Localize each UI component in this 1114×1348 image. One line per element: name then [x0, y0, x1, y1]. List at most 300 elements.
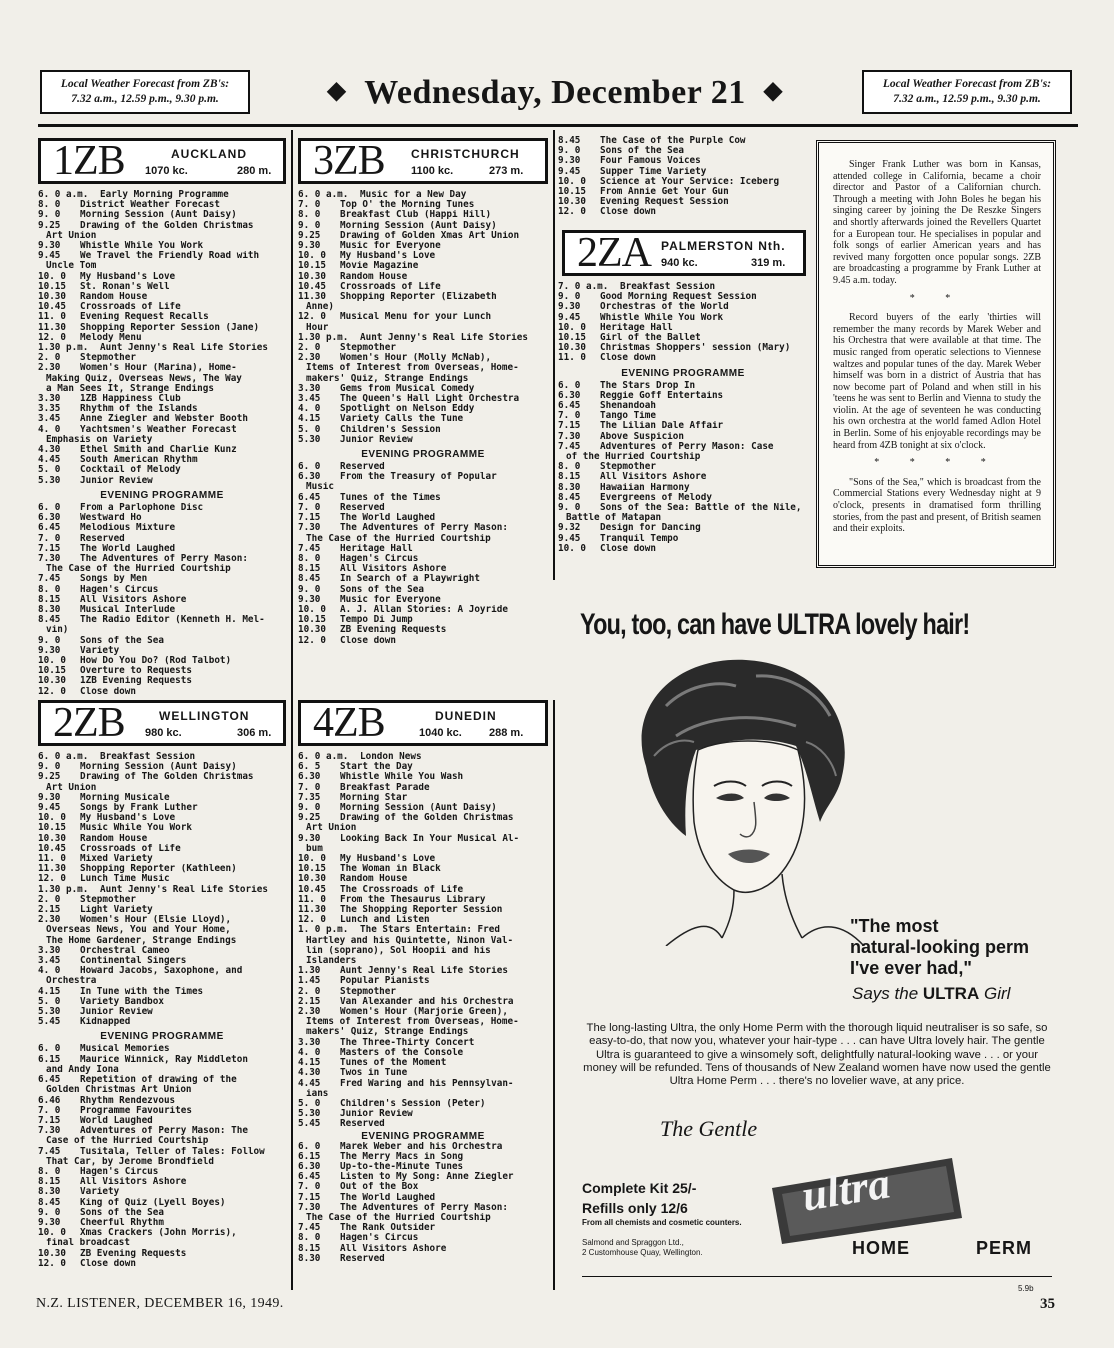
programme-time: 8.15	[298, 564, 321, 575]
programme-time: 10.30	[298, 625, 326, 636]
programme-row	[38, 554, 286, 564]
programme-time: 7. 0	[298, 502, 321, 513]
programme-title: makers' Quiz, Strange Endings	[306, 373, 469, 384]
programme-title: King of Quiz (Lyell Boyes)	[80, 1197, 226, 1208]
programme-time: 1. 0 p.m.	[298, 925, 349, 936]
programme-row	[38, 241, 286, 251]
programme-time: 7. 0	[298, 200, 321, 211]
programme-row	[298, 864, 548, 874]
programme-row	[38, 1198, 286, 1208]
programme-title: Morning Musicale	[80, 792, 170, 803]
date-text: Wednesday, December 21	[364, 74, 746, 111]
station-3zb	[298, 138, 548, 646]
programme-row	[38, 864, 286, 874]
programme-time: 10.15	[558, 333, 586, 344]
programme-time: 6.45	[38, 523, 61, 534]
programme-row	[298, 976, 548, 986]
programme-row	[298, 251, 548, 261]
programme-row	[558, 197, 808, 207]
programme-time: 10.30	[558, 343, 586, 354]
programme-title: Random House	[80, 292, 148, 303]
programme-row	[558, 544, 808, 554]
programme-time	[298, 534, 306, 544]
programme-row	[38, 783, 286, 793]
programme-time: 10. 0	[558, 176, 586, 187]
programme-title: Random House	[340, 271, 408, 282]
programme-row	[298, 1058, 548, 1068]
programme-title: Variety Calls the Tune	[340, 414, 464, 425]
programme-title: Music While You Work	[80, 823, 192, 834]
programme-time: 10.30	[558, 197, 586, 208]
programme-time: 6. 0 a.m.	[298, 752, 349, 762]
programme-row	[298, 384, 548, 394]
programme-time: 12. 0	[38, 686, 66, 697]
programme-row	[298, 844, 548, 854]
ultra-logo-text: ultra	[798, 1158, 894, 1221]
programme-title: Shopping Reporter (Kathleen)	[80, 864, 237, 875]
programme-title: Random House	[80, 833, 148, 844]
programme-title: Anne Ziegler and Webster Booth	[80, 414, 248, 425]
programme-row	[298, 1233, 548, 1243]
programme-time: 6.45	[558, 401, 581, 412]
programme-row	[38, 905, 286, 915]
programme-row	[38, 605, 286, 615]
programme-title: Tunes of the Times	[340, 492, 441, 503]
programme-title: Fred Waring and his Pennsylvan-	[340, 1078, 514, 1089]
programme-title: Gems from Musical Comedy	[340, 383, 475, 394]
programme-row	[38, 1085, 286, 1095]
programme-time: 8. 0	[558, 462, 581, 473]
programme-time: 10. 0	[558, 322, 586, 333]
note-frank-luther: Singer Frank Luther was born in Kansas, attended college in California, became a choir director and Pastor of a Californian church. Through a meeting with John Boles he began his singing career by joining the De Reszke Singers and shortly afterwards joined the Revellers Quartet for a European tour. He specialises in popular and folk songs of earlier American years and has revived many forgotten once popular songs. 2ZB are broadcasting a programme by Frank Luther at 9.45 a.m. today.	[833, 159, 1041, 286]
programme-time: 12. 0	[298, 635, 326, 646]
ad-quote-line: "The most	[850, 916, 939, 936]
note-separator: * * * *	[874, 457, 1000, 469]
programme-time: 7.15	[298, 513, 321, 524]
programme-title: Light Variety	[80, 905, 153, 916]
programme-title: Breakfast Parade	[340, 782, 430, 793]
programme-title: Music for Everyone	[340, 241, 441, 252]
programme-row	[298, 493, 548, 503]
programme-title: In Search of a Playwright	[340, 574, 480, 585]
programme-title: Shenandoah	[600, 401, 656, 412]
programme-row	[38, 272, 286, 282]
programme-row	[298, 936, 548, 946]
programme-title: Close down	[600, 353, 656, 364]
programme-row	[38, 210, 286, 220]
programme-title: Hagen's Circus	[80, 1166, 159, 1177]
programme-title: Variety	[80, 645, 120, 656]
weather-label: Local Weather Forecast from ZB's:	[882, 78, 1052, 90]
ad-stockists: From all chemists and cosmetic counters.	[582, 1218, 742, 1227]
programme-title: Hawaiian Harmony	[600, 482, 690, 493]
programme-time: 8.45	[298, 574, 321, 585]
programme-row	[298, 353, 548, 363]
programme-row	[38, 1228, 286, 1238]
programme-title: The Queen's Hall Light Orchestra	[340, 394, 520, 405]
programme-row	[38, 1167, 286, 1177]
programme-time: 4.15	[38, 986, 61, 997]
programme-title: Whistle While You Work	[80, 241, 204, 252]
programme-title: Looking Back In Your Musical Al-	[340, 833, 520, 844]
programme-time: 5. 0	[298, 424, 321, 435]
programme-row	[558, 333, 808, 343]
programme-title: Evening Request Recalls	[80, 312, 209, 323]
programme-time	[298, 844, 306, 854]
programme-row	[38, 353, 286, 363]
programme-title: Women's Hour (Molly McNab),	[340, 353, 492, 364]
programme-title: From the Thesaurus Library	[340, 894, 486, 905]
programme-row	[38, 1007, 286, 1017]
ad-quote-line: I've ever had,"	[850, 958, 972, 978]
programme-title: Melodious Mixture	[80, 523, 176, 534]
programme-row	[38, 445, 286, 455]
programme-title: Up-to-the-Minute Tunes	[340, 1161, 464, 1172]
programme-row	[38, 1157, 286, 1167]
programme-row	[298, 905, 548, 915]
programme-time	[38, 231, 46, 241]
programme-title: Heritage Hall	[600, 322, 673, 333]
programme-time: 10. 0	[298, 251, 326, 262]
column-divider	[553, 130, 555, 580]
programme-time: 8. 0	[298, 553, 321, 564]
programme-time: 1.30 p.m.	[38, 343, 89, 354]
programme-time: 10. 0	[38, 655, 66, 666]
programme-title: Orchestras of the World	[600, 302, 729, 313]
programme-row	[298, 312, 548, 322]
programme-title: Melody Menu	[80, 332, 142, 343]
programme-title: South American Rhythm	[80, 455, 198, 466]
programme-time: 10.30	[298, 271, 326, 282]
programme-title: Children's Session (Peter)	[340, 1098, 486, 1109]
programme-time: 6.30	[298, 1161, 321, 1172]
programme-row	[298, 374, 548, 384]
programme-row	[298, 615, 548, 625]
programme-title: All Visitors Ashore	[600, 472, 707, 483]
programme-title: All Visitors Ashore	[340, 1243, 447, 1254]
programme-row	[558, 313, 808, 323]
programme-title: vin)	[46, 625, 69, 636]
programme-time: 2.30	[298, 1007, 321, 1018]
programme-time: 9.45	[558, 533, 581, 544]
programme-time: 12. 0	[298, 915, 326, 926]
programme-row	[298, 956, 548, 966]
programme-row	[298, 1068, 548, 1078]
programme-row	[298, 1162, 548, 1172]
programme-row	[298, 404, 548, 414]
ad-body-copy: The long-lasting Ultra, the only Home Perm with the thorough liquid neutraliser is so safe, so easy-to-do, that now you, whatever your hair-type . . . can have Ultra lovely hair. The gentle Ultra is guaranteed to give a winsomely soft, delightfully natural-looking wave . . . or your money will be refunded. Tens of thousands of New Zealand women have now used the gentle Ultra Home Perm . . . there's no lovelier wave, at any price.	[583, 1022, 1051, 1088]
evening-programme-list	[558, 381, 808, 554]
programme-title: Sons of the Sea	[80, 1207, 164, 1218]
programme-time: 9.25	[298, 813, 321, 824]
programme-time: 7.45	[38, 1146, 61, 1157]
programme-time: 8.30	[558, 482, 581, 493]
programme-title: All Visitors Ashore	[340, 564, 447, 575]
station-notes-box	[816, 140, 1056, 568]
programme-title: Golden Christmas Art Union	[46, 1085, 192, 1096]
programme-time: 3.30	[38, 394, 61, 405]
evening-heading: EVENING PROGRAMME	[361, 449, 485, 461]
programme-time: 8.45	[558, 136, 581, 146]
programme-time	[298, 1213, 306, 1223]
programme-time: 6. 0	[38, 1044, 61, 1055]
programme-title: Evening Request Session	[600, 197, 729, 208]
programme-time: 12. 0	[558, 207, 586, 218]
programme-row	[298, 625, 548, 635]
programme-title: Top O' the Morning Tunes	[340, 200, 475, 211]
programme-time: 10.15	[298, 615, 326, 626]
programme-time	[298, 946, 306, 956]
programme-title: Women's Hour (Elsie Lloyd),	[80, 915, 232, 926]
programme-time: 5.45	[298, 1119, 321, 1130]
station-frequency: 1100 kc.	[411, 165, 454, 177]
programme-row	[38, 854, 286, 864]
programme-title: Aunt Jenny's Real Life Stories	[340, 966, 508, 977]
station-call-sign: 1ZB	[53, 138, 125, 184]
programme-row	[38, 384, 286, 394]
programme-time: 11.30	[38, 322, 66, 333]
programme-time	[38, 1157, 46, 1167]
programme-title: Morning Session (Aunt Daisy)	[80, 210, 237, 221]
programme-row	[298, 813, 548, 823]
programme-row	[38, 503, 286, 513]
programme-row	[558, 462, 808, 472]
evening-programme-list	[38, 1044, 286, 1268]
programme-time: 2. 0	[38, 894, 61, 905]
programme-time: 9.32	[558, 523, 581, 534]
programme-row	[298, 1017, 548, 1027]
programme-time: 3.30	[38, 945, 61, 956]
programme-time: 10.15	[38, 666, 66, 677]
programme-time: 4. 0	[298, 404, 321, 415]
programme-time: 9. 0	[38, 762, 61, 773]
programme-title: Hagen's Circus	[80, 584, 159, 595]
evening-programme-list	[38, 503, 286, 697]
programme-title: Evergreens of Melody	[600, 492, 712, 503]
programme-time	[38, 1065, 46, 1075]
programme-time: 9.30	[558, 302, 581, 313]
station-call-sign: 2ZB	[53, 700, 125, 746]
programme-title: lin (soprano), Sol Hoopii and his	[306, 945, 491, 956]
programme-time: 1.30 p.m.	[298, 332, 349, 343]
programme-row	[38, 1259, 286, 1269]
programme-title: The Home Gardener, Strange Endings	[46, 935, 237, 946]
programme-row	[558, 146, 808, 156]
programme-row	[38, 312, 286, 322]
programme-time: 6. 0	[298, 1141, 321, 1152]
evening-heading: EVENING PROGRAMME	[100, 489, 224, 501]
programme-title: Masters of the Console	[340, 1047, 464, 1058]
programme-row	[38, 636, 286, 646]
programme-time: 8.15	[38, 1177, 61, 1188]
programme-row	[38, 793, 286, 803]
programme-row	[38, 1044, 286, 1054]
programme-time: 6.45	[298, 492, 321, 503]
evening-heading: EVENING PROGRAMME	[100, 1031, 224, 1043]
programme-title: Hagen's Circus	[340, 1233, 419, 1244]
programme-title: Drawing of the Golden Christmas	[340, 813, 514, 824]
programme-title: Sons of the Sea	[80, 635, 164, 646]
programme-row	[38, 844, 286, 854]
programme-title: makers' Quiz, Strange Endings	[306, 1027, 469, 1038]
programme-time: 2.30	[38, 915, 61, 926]
column-divider	[291, 130, 293, 1290]
ad-says-label: Says the	[852, 984, 919, 1003]
programme-row	[298, 1152, 548, 1162]
programme-time: 10. 0	[38, 1228, 66, 1239]
programme-title: Xmas Crackers (John Morris),	[80, 1228, 237, 1239]
programme-title: Cheerful Rhythm	[80, 1217, 164, 1228]
programme-title: Shopping Reporter Session (Jane)	[80, 322, 260, 333]
programme-title: The Radio Editor (Kenneth H. Mel-	[80, 615, 265, 626]
programme-time	[38, 564, 46, 574]
programme-time: 11. 0	[558, 353, 586, 364]
programme-title: Tempo Di Jump	[340, 615, 413, 626]
programme-title: Four Famous Voices	[600, 156, 701, 167]
programme-title: Whistle While You Work	[600, 312, 724, 323]
programme-title: Musical Menu for your Lunch	[340, 312, 492, 323]
programme-time: 5.30	[38, 475, 61, 486]
programme-list	[38, 190, 286, 486]
programme-title: The World Laughed	[340, 513, 436, 524]
programme-time: 9.30	[38, 645, 61, 656]
programme-row	[38, 976, 286, 986]
programme-time: 8.45	[38, 1197, 61, 1208]
programme-time	[38, 435, 46, 445]
programme-title: Items of Interest from Overseas, Home-	[306, 1017, 519, 1028]
programme-row	[558, 177, 808, 187]
station-wavelength: 273 m.	[489, 165, 524, 177]
programme-time: 8.45	[38, 615, 61, 626]
programme-time: 6. 0 a.m.	[38, 752, 89, 762]
programme-row	[298, 895, 548, 905]
programme-row	[38, 615, 286, 625]
programme-row	[298, 793, 548, 803]
programme-row	[558, 421, 808, 431]
programme-time	[38, 936, 46, 946]
programme-row	[298, 605, 548, 615]
programme-row	[298, 874, 548, 884]
programme-row	[298, 1038, 548, 1048]
programme-row	[298, 803, 548, 813]
station-header	[298, 138, 548, 184]
programme-title: Music for a New Day	[360, 190, 467, 200]
programme-time: 1.45	[298, 976, 321, 987]
programme-time: 7.15	[558, 421, 581, 432]
programme-title: Morning Star	[340, 792, 408, 803]
programme-row	[298, 1142, 548, 1152]
programme-row	[298, 210, 548, 220]
programme-row	[38, 1177, 286, 1187]
programme-title: Supper Time Variety	[600, 166, 707, 177]
programme-time	[298, 302, 306, 312]
programme-title: Reserved	[340, 1119, 385, 1130]
station-4zb-continued	[558, 136, 808, 218]
programme-row	[298, 966, 548, 976]
programme-row	[38, 1055, 286, 1065]
programme-list	[38, 752, 286, 1027]
programme-row	[38, 251, 286, 261]
programme-time: 8.15	[38, 594, 61, 605]
programme-time	[298, 1027, 306, 1037]
programme-time	[298, 1017, 306, 1027]
programme-row	[38, 544, 286, 554]
programme-time: 8.30	[298, 1253, 321, 1264]
programme-row	[38, 564, 286, 574]
programme-row	[298, 1099, 548, 1109]
programme-row	[298, 1193, 548, 1203]
programme-title: Christmas Shoppers' session (Mary)	[600, 343, 791, 354]
programme-row	[38, 885, 286, 895]
programme-title: Breakfast Session	[100, 752, 196, 762]
programme-row	[298, 1007, 548, 1017]
programme-row	[38, 936, 286, 946]
programme-row	[298, 1079, 548, 1089]
programme-title: A. J. Allan Stories: A Joyride	[340, 604, 508, 615]
programme-time: 6.45	[38, 1075, 61, 1086]
programme-title: Stepmother	[340, 343, 396, 354]
ultra-perm-advertisement	[566, 586, 1066, 1308]
programme-time: 6. 0	[558, 380, 581, 391]
programme-time	[38, 1238, 46, 1248]
programme-time	[298, 956, 306, 966]
programme-title: Music	[306, 482, 334, 493]
programme-time: 5. 0	[38, 465, 61, 476]
programme-title: London News	[360, 752, 422, 762]
programme-time: 3.45	[38, 956, 61, 967]
programme-row	[298, 363, 548, 373]
programme-row	[298, 221, 548, 231]
programme-time: 8. 0	[38, 200, 61, 211]
programme-title: The Adventures of Perry Mason:	[80, 553, 248, 564]
programme-time: 10.30	[38, 1248, 66, 1259]
programme-row	[38, 1208, 286, 1218]
programme-time: 11. 0	[298, 894, 326, 905]
ad-attribution	[852, 984, 1010, 1004]
programme-row	[38, 772, 286, 782]
programme-title: Art Union	[306, 823, 357, 834]
programme-time	[298, 936, 306, 946]
station-header	[298, 700, 548, 746]
programme-title: Junior Review	[340, 434, 413, 445]
programme-row	[298, 595, 548, 605]
evening-programme-list	[298, 462, 548, 646]
programme-row	[298, 925, 548, 935]
programme-title: Hartley and his Quintette, Ninon Val-	[306, 935, 514, 946]
programme-time: 11.30	[298, 292, 326, 303]
programme-time: 10.15	[298, 261, 326, 272]
programme-title: Crossroads of Life	[80, 843, 181, 854]
programme-time: 9.45	[558, 312, 581, 323]
programme-row	[298, 190, 548, 200]
station-city: DUNEDIN	[435, 709, 497, 723]
programme-time: 5. 0	[38, 996, 61, 1007]
programme-time: 11.30	[298, 905, 326, 916]
programme-time	[38, 783, 46, 793]
programme-time: 9.30	[298, 594, 321, 605]
programme-row	[38, 465, 286, 475]
programme-row	[38, 1249, 286, 1259]
programme-row	[298, 482, 548, 492]
programme-time: 10.30	[38, 292, 66, 303]
programme-time: 12. 0	[38, 874, 66, 885]
programme-title: Musical Interlude	[80, 604, 176, 615]
programme-title: Variety Bandbox	[80, 996, 164, 1007]
programme-row	[38, 302, 286, 312]
programme-row	[298, 462, 548, 472]
programme-title: Junior Review	[80, 1007, 153, 1018]
programme-title: Breakfast Club (Happi Hill)	[340, 210, 492, 221]
